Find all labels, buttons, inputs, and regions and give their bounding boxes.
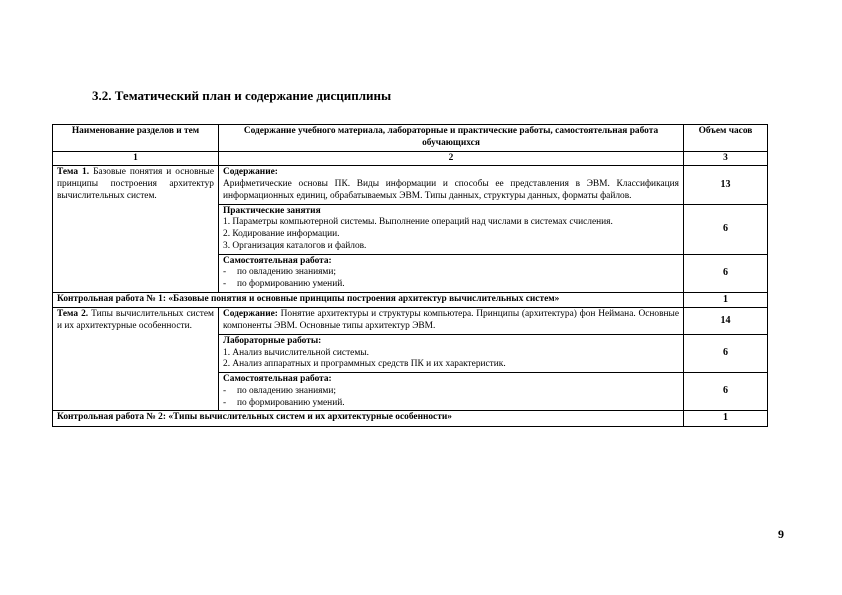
practice-label: Практические занятия [223, 205, 321, 216]
page-number: 9 [778, 527, 784, 541]
thematic-plan-table [52, 124, 768, 427]
theme-1-practice-hours: 6 [684, 204, 768, 254]
self-work-label: Самостоятельная работа: [223, 255, 332, 266]
header-content: Содержание учебного материала, лабораторные и практические работы, самостоятельная работа обучающихся [219, 125, 684, 152]
list-item: 1. Параметры компьютерной системы. Выполнение операций над числами в системах счисления. [223, 217, 613, 228]
theme-2-lab-hours: 6 [684, 334, 768, 372]
list-item: 3. Организация каталогов и файлов. [223, 240, 367, 251]
column-number-row [53, 151, 768, 166]
list-item: - по формированию умений. [223, 397, 345, 408]
control-work-1-hours: 1 [684, 292, 768, 308]
theme-2-content: Содержание: Понятие архитектуры и структуры компьютера. Принципы (архитектура) фон Неймана. Основные компоненты ЭВМ. Основные типы архитектур ЭВМ. [219, 308, 684, 335]
lab-label: Лабораторные работы: [223, 335, 322, 346]
list-item: - по овладению знаниями; [223, 385, 336, 396]
list-item: 2. Анализ аппаратных и программных средств ПК и их характеристик. [223, 359, 506, 370]
theme-1-self-hours: 6 [684, 254, 768, 292]
theme-2-title: Тема 2. Типы вычислительных систем и их архитектурные особенности. [53, 308, 219, 411]
col-number-2: 2 [219, 151, 684, 166]
list-item: 2. Кодирование информации. [223, 229, 340, 239]
list-item: - по овладению знаниями; [223, 267, 336, 278]
list-item: - по формированию умений. [223, 279, 345, 289]
theme-1-practice [219, 204, 684, 254]
theme-2-self-work [219, 373, 684, 411]
table-row [53, 292, 768, 308]
table-row [53, 411, 768, 427]
content-label: Содержание: [223, 167, 278, 178]
theme-2-lab [219, 334, 684, 372]
header-hours: Объем часов [684, 125, 768, 152]
table-row [53, 308, 768, 335]
control-work-2-hours: 1 [684, 411, 768, 427]
theme-2-content-hours: 14 [684, 308, 768, 335]
header-sections: Наименование разделов и тем [53, 125, 219, 152]
control-work-2: Контрольная работа № 2: «Типы вычислительных систем и их архитектурные особенности» [53, 411, 684, 427]
theme-1-self-work [219, 254, 684, 292]
theme-1-content: Содержание: Арифметические основы ПК. Виды информации и способы ее представления в ЭВМ. Классификация информационных единиц, обрабатываемых ЭВМ. Типы данных, структуры данных, форматы файлов. [219, 166, 684, 204]
self-work-label: Самостоятельная работа: [223, 374, 332, 384]
table-row [53, 166, 768, 204]
theme-1-content-hours: 13 [684, 166, 768, 204]
theme-2-self-hours: 6 [684, 373, 768, 411]
list-item: 1. Анализ вычислительной системы. [223, 347, 369, 358]
col-number-1: 1 [53, 151, 219, 166]
table-header-row [53, 125, 768, 152]
theme-1-title: Тема 1. Базовые понятия и основные принципы построения архитектур вычислительных систем. [53, 166, 219, 293]
col-number-3: 3 [684, 151, 768, 166]
content-label: Содержание: [223, 309, 278, 320]
control-work-1: Контрольная работа № 1: «Базовые понятия и основные принципы построения архитектур вычислительных систем» [53, 292, 684, 308]
section-heading: 3.2. Тематический план и содержание дисциплины [92, 88, 392, 103]
